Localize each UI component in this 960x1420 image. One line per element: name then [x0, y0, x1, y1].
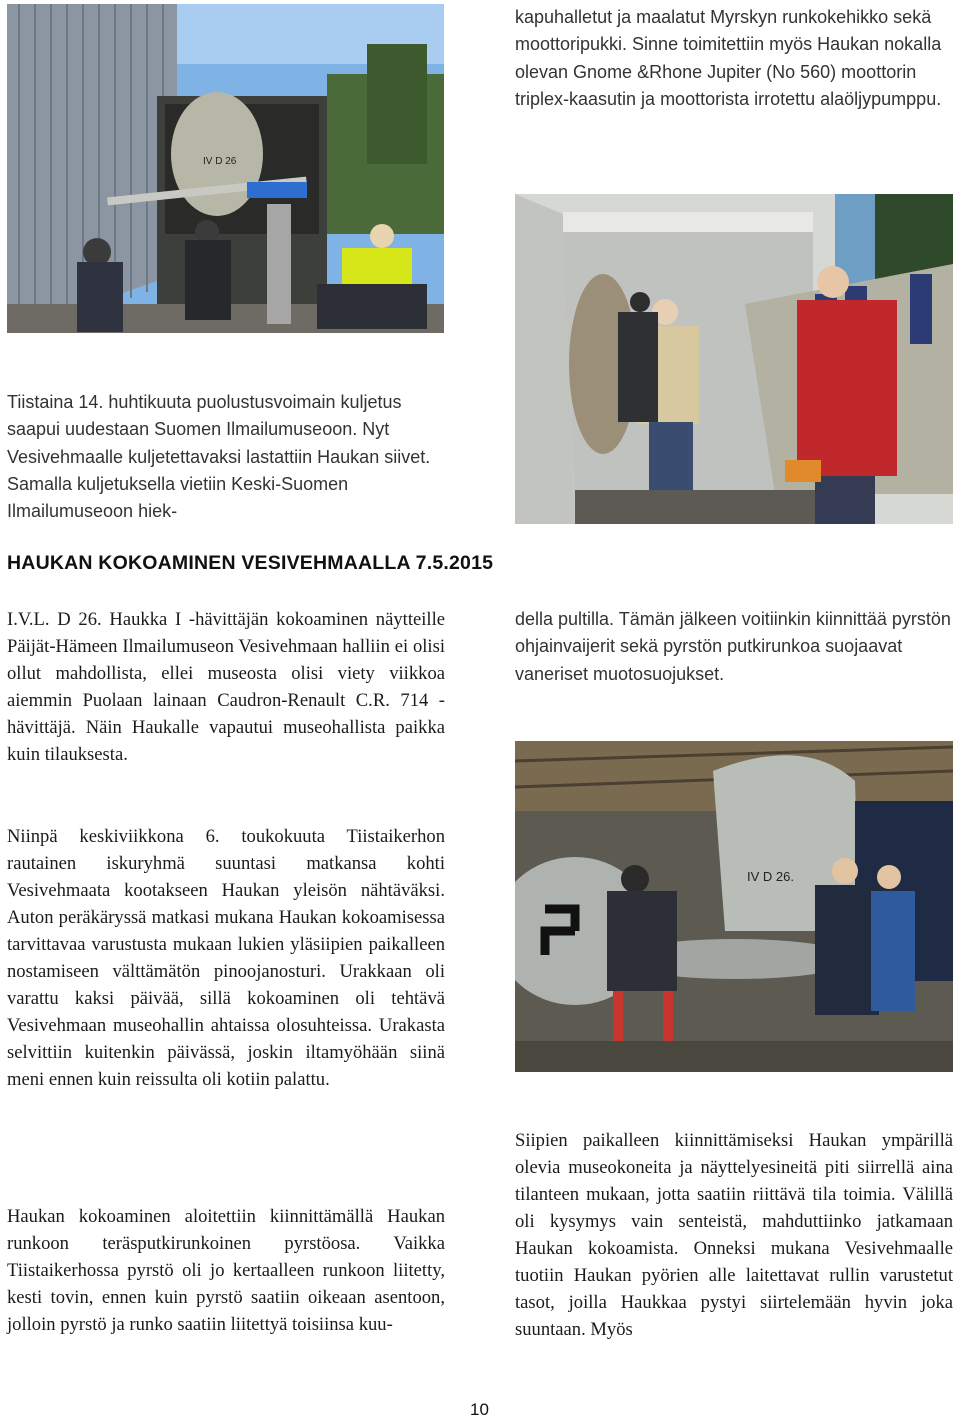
paragraph-right-2: Siipien paikalleen kiinnittämiseksi Haukan ympärillä olevia museokoneita ja näyttelyesineitä piti siirrellä aina tilanteen mukaan, jotta saatiin riittävä tila toimia. Välillä oli kysymys vain senteistä, mahduttiinko jatkamaan Haukan kokoamista. Onneksi mukana Vesivehmaalle tuotiin Haukan pyörien alle laitettavat rullin varustetut tasot, joilla Haukkaa pystyi siirtelemään hyvin joka suuntaan. Myös	[515, 1130, 953, 1340]
photo-tail-assembly	[515, 741, 953, 1072]
page-number: 10	[470, 1400, 489, 1419]
photo-wing-into-truck	[515, 194, 953, 524]
paragraph-right-1: della pultilla. Tämän jälkeen voitiinkin kiinnittää pyrstön ohjainvaijerit sekä pyrstön putkirunkoa suojaavat vaneriset muotosuojukset.	[515, 609, 951, 684]
paragraph-left-3: Haukan kokoaminen aloitettiin kiinnittämällä Haukan runkoon teräsputkirunkoinen pyrstöosa. Vaikka Tiistaikerhossa pyrstö oli jo kertaalleen runkoon liitetty, kesti tovin, ennen kuin pyrstö saatiin oikeaan asentoon, jolloin pyrstö ja runko saatiin liitettyä toisiinsa kuu-	[7, 1206, 445, 1335]
article-heading: HAUKAN KOKOAMINEN VESIVEHMAALLA 7.5.2015	[7, 552, 494, 574]
paragraph-left-1: I.V.L. D 26. Haukka I -hävittäjän kokoaminen näytteille Päijät-Hämeen Ilmailumuseon Vesivehmaan halliin ei olisi ollut mahdollista, ellei museosta olisi viety viikkoa aiemmin Puolaan lainaan Caudron-Renault C.R. 714 -hävittäjä. Näin Haukalle vapautui museohallista paikka kuin tilauksesta.	[7, 609, 445, 765]
tail-marking: IV D 26.	[747, 869, 794, 884]
wing-marking: IV D 26	[203, 156, 237, 167]
paragraph-left-2: Niinpä keskiviikkona 6. toukokuuta Tiistaikerhon rautainen iskuryhmä suuntasi matkansa kohti Vesivehmaata kootakseen Haukan yleisön nähtäväksi. Auton peräkäryssä matkasi mukana Haukan kokoamisessa tarvittavaa varustusta mukaan lukien yläsiipien paikalleen nostamiseen välttämätön pinoojanosturi. Urakkaan oli varattu kaksi päivää, sillä kokoaminen oli tehtävä Vesivehmaan museohallin ahtaissa olosuhteissa. Urakasta selvittiin kuitenkin päivässä, joskin iltamyöhään siinä meni ennen kuin reissulta oli kotiin palattu.	[7, 826, 445, 1090]
photo-loading-wings-truck	[7, 4, 444, 333]
paragraph-top-left: Tiistaina 14. huhtikuuta puolustusvoimain kuljetus saapui uudestaan Suomen Ilmailumuseoon. Nyt Vesivehmaalle kuljetettavaksi lastattiin Haukan siivet. Samalla kuljetuksella vietiin Keski-Suomen Ilmailumuseoon hiek-	[7, 392, 431, 522]
paragraph-top-right: kapuhalletut ja maalatut Myrskyn runkokehikko sekä moottoripukki. Sinne toimitettiin myös Haukan nokalla olevan Gnome &Rhone Jupiter (No 560) moottorin triplex-kaasutin ja moottorista irrotettu alaöljypumppu.	[515, 7, 942, 109]
